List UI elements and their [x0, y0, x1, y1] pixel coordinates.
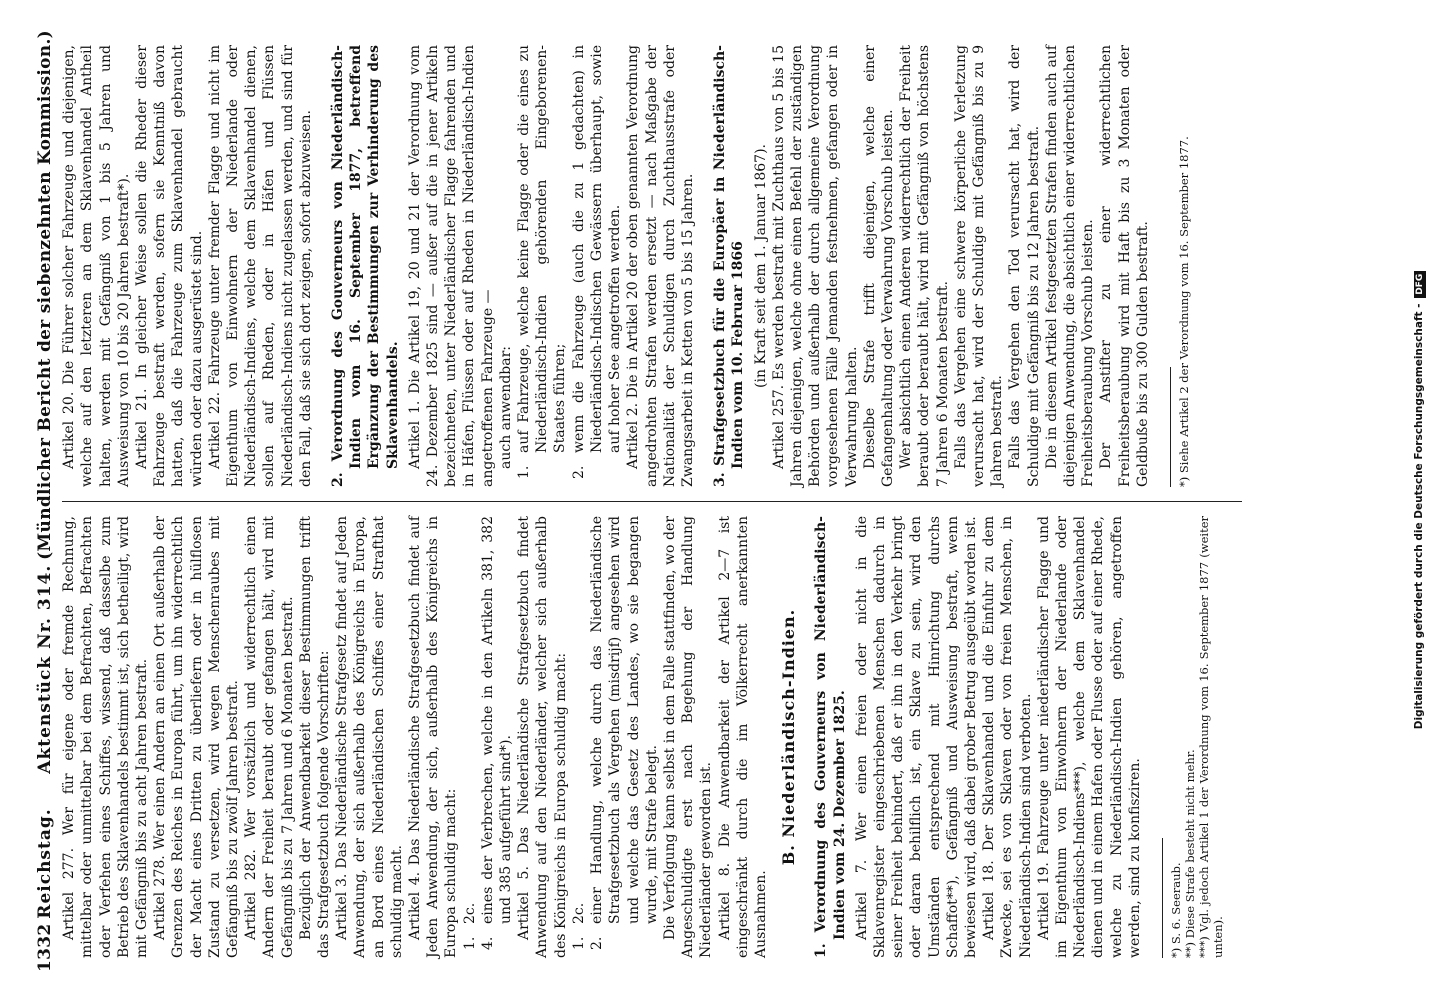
- paragraph: Artikel 278. Wer einen Andern an einen Ort außerhalb der Grenzen des Reiches in Europa führt, um ihn widerrechtlich der Macht eines Dritten zu überliefern oder in hülflosen Zustand zu versetzen, wird wegen Menschenraubes mit Gefängniß bis zu zwölf Jahren bestraft.: [152, 516, 242, 958]
- left-list-2: [570, 516, 661, 958]
- right-paragraphs-4: [770, 45, 1152, 487]
- list-item-number: 4.: [479, 936, 496, 950]
- paragraph: Artikel 5. Das Niederländische Strafgesetzbuch findet Anwendung auf den Niederländer, welcher sich außerhalb des Königreichs in Europa schuldig macht:: [516, 516, 569, 958]
- paragraph: Artikel 282. Wer vorsätzlich und widerrechtlich einen Andern der Freiheit beraubt oder gefangen hält, wird mit Gefängniß bis zu 7 Jahren und 6 Monaten bestraft.: [243, 516, 296, 958]
- paragraph: *) S. 6. Seeraub.: [1168, 862, 1183, 958]
- list-item-text: einer Handlung, welche durch das Niederländische Strafgesetzbuch als Vergehen (misdrijf) angesehen wird und welche das Gesetz des Landes, wo sie begangen wurde, mit Strafe belegt.: [589, 516, 660, 924]
- paragraph: Falls das Vergehen eine schwere körperliche Verletzung verursacht hat, wird der Schuldige mit Gefängniß bis zu 9 Jahren bestraft.: [952, 45, 1006, 487]
- left-footnotes: [1169, 516, 1225, 958]
- paragraph: Die Verfolgung kann selbst in dem Falle stattfinden, wo der Angeschuldigte erst nach Begehung der Handlung Niederländer geworden ist.: [661, 516, 715, 958]
- credit-text: Digitalisierung gefördert durch die Deutsche Forschungsgemeinschaft -: [1413, 303, 1425, 730]
- list-item-number: 2.: [589, 936, 606, 950]
- list-item: [570, 45, 625, 487]
- right-paragraphs-3: [624, 45, 697, 487]
- paragraph: Artikel 2. Die in Artikel 20 der oben genannten Verordnung angedrohten Strafen werden ersetzt — nach Maßgabe der Nationalität der Schuldigen durch Zuchthausstrafe oder Zwangsarbeit in Ketten von 5 bis 15 Jahren.: [625, 45, 696, 487]
- text-columns: [60, 30, 1350, 972]
- paragraph: Bezüglich der Anwendbarkeit dieser Bestimmungen trifft das Strafgesetzbuch folgende Vorschriften:: [297, 516, 333, 958]
- list-item: [479, 516, 515, 958]
- list-item-number: 1.: [516, 465, 533, 479]
- list-item-text: wenn die Fahrzeuge (auch die zu 1 gedachten) in Niederländisch-Indischen Gewässern überhaupt, sowie auf hoher See angetroffen werden.: [570, 45, 624, 453]
- section-b-title: B. Niederländisch-Indien.: [779, 608, 799, 866]
- paragraph: auch anwendbar:: [497, 346, 514, 469]
- left-paragraphs-2: [515, 516, 570, 958]
- list-item-number: 2.: [570, 465, 587, 479]
- section-2-title: 2. Verordnung des Gouverneurs von Niederländisch-Indien vom 16. September 1877, betreffend Ergänzung der Bestimmungen zur Verhinderung des Sklavenhandels.: [330, 45, 401, 487]
- paragraph: Artikel 20. Die Führer solcher Fahrzeuge und diejenigen, welche auf den letzteren an dem Sklavenhandel Antheil halten, werden mit Gefängniß von 1 bis 5 Jahren und Ausweisung von 10 bis 20 Jahren bestraft*).: [61, 45, 132, 487]
- header-aktenstueck: Aktenstück Nr. 314.: [35, 564, 55, 774]
- paragraph: Artikel 257. Es werden bestraft mit Zuchthaus von 5 bis 15 Jahren diejenigen, welche ohne einen Befehl der zuständigen Behörden und außerhalb der durch allgemeine Verordnung vorgesehenen Fälle Jemanden festnehmen, gefangen oder in Verwahrung halten.: [770, 45, 860, 487]
- page-header: [36, 30, 54, 972]
- left-paragraphs-4: [853, 516, 1144, 958]
- list-item-number: 1.: [570, 936, 587, 950]
- header-reichstag: Reichstag.: [35, 808, 55, 919]
- paragraph: Artikel 7. Wer einen freien oder nicht in die Sklavenregister eingeschriebenen Menschen dadurch in seiner Freiheit behindert, daß er ihn in den Verkehr bringt oder daran behilflich ist, ein Sklave zu sein, wird den Umständen entsprechend mit Hinrichtung durchs Schaffot**), Gefängniß und Ausweisung bestraft, wenn bewiesen wird, daß dabei grober Betrug ausgeübt worden ist.: [853, 516, 979, 958]
- paragraph: Artikel 22. Fahrzeuge unter fremder Flagge und nicht im Eigenthum von Einwohnern der Niederlande oder Niederländisch-Indiens, welche dem Sklavenhandel dienen, sollen auf Rheden, oder in Häfen und Flüssen Niederländisch-Indiens nicht zugelassen werden, und sind für den Fall, daß sie sich dort zeigen, sofort abzuweisen.: [206, 45, 314, 487]
- section-3-title: 3. Strafgesetzbuch für die Europäer in Niederländisch-Indien vom 10. Februar 1866: [712, 45, 747, 487]
- paragraph: Artikel 3. Das Niederländische Strafgesetz findet auf Jeden Anwendung, der sich außerhalb des Königreichs in Europa, an Bord eines Niederländischen Schiffes einer Strafthat schuldig macht.: [334, 516, 405, 958]
- paragraph: Dieselbe Strafe trifft diejenigen, welche einer Gefangenhaltung oder Verwahrung Vorschub leisten.: [861, 45, 896, 487]
- list-item: [570, 516, 588, 958]
- left-list-1: [461, 516, 516, 958]
- paragraph: Wer absichtlich einen Anderen widerrechtlich der Freiheit beraubt oder beraubt hält, wird mit Gefängniß von höchstens 7 Jahren 6 Monaten bestraft.: [898, 45, 951, 487]
- right-paragraphs: [60, 45, 315, 487]
- list-item: [461, 516, 479, 958]
- header-title: [36, 560, 54, 924]
- footnote-rule: [1170, 367, 1171, 487]
- paragraph: Falls das Vergehen den Tod verursacht hat, wird der Schuldige mit Gefängniß bis zu 12 Jahren bestraft.: [1007, 45, 1042, 487]
- paragraph: **) Diese Strafe besteht nicht mehr.: [1182, 749, 1197, 958]
- list-item: [588, 516, 661, 958]
- paragraph: Artikel 18. Der Sklavenhandel und die Einfuhr zu dem Zwecke, sei es von Sklaven oder von freien Menschen, in Niederländisch-Indien sind verboten.: [981, 516, 1034, 958]
- footnote-rule: [1162, 838, 1163, 958]
- right-footnotes: [1177, 45, 1191, 487]
- left-column: [60, 502, 1350, 972]
- paragraph: Artikel 4. Das Niederländische Strafgesetzbuch findet auf Jeden Anwendung, der sich, außerhalb des Königreichs in Europa schuldig macht:: [407, 516, 460, 958]
- right-list-1: [515, 45, 624, 487]
- paragraph: Artikel 8. Die Anwendbarkeit der Artikel 2—7 ist eingeschränkt durch die im Völkerrecht anerkannten Ausnahmen.: [716, 516, 769, 958]
- section-1-title: 1. Verordnung des Gouverneurs von Niederländisch-Indien vom 24. Dezember 1825.: [813, 516, 848, 958]
- paragraph: *) Siehe Artikel 2 der Verordnung vom 16. September 1877.: [1176, 136, 1191, 487]
- left-paragraphs-3: [661, 516, 770, 958]
- header-subtitle: (Mündlicher Bericht der siebenzehnten Kommission.): [35, 30, 55, 560]
- left-paragraphs: [60, 516, 460, 958]
- paragraph: Artikel 19. Fahrzeuge unter niederländischer Flagge und im Eigenthum von Einwohnern der Niederlande oder Niederländisch-Indiens***), welche dem Sklavenhandel dienen und in einem Hafen oder Flusse oder auf einer Rhede, welche zu Niederländisch-Indien gehören, angetroffen werden, sind zu konfisziren.: [1035, 516, 1143, 958]
- page-number: 1332: [35, 923, 55, 972]
- list-item: [515, 45, 570, 487]
- paragraph: Artikel 1. Die Artikel 19, 20 und 21 der Verordnung vom 24. Dezember 1825 sind — außer auf die in jener Artikeln bezeichneten, unter Niederländischer Flagge fahrenden und in Häfen, Flüssen oder auf Rheden in Niederländisch-Indien angetroffenen Fahrzeuge —: [406, 45, 496, 487]
- list-item-text: eines der Verbrechen, welche in den Artikeln 381, 382 und 385 aufgeführt sind*).: [479, 516, 515, 924]
- section-3-subtitle: (in Kraft seit dem 1. Januar 1867).: [752, 144, 769, 388]
- paragraph: Artikel 277. Wer für eigene oder fremde Rechnung, mittelbar oder unmittelbar bei dem Befrachten, Befrachten oder Verfehen eines Schiffes, wissend, daß dasselbe zum Betrieb des Sklavenhandels bestimmt ist, sich betheiligt, wird mit Gefängniß bis zu acht Jahren bestraft.: [61, 516, 151, 958]
- paragraph: Der Anstifter zu einer widerrechtlichen Freiheitsberaubung wird mit Haft bis zu 3 Monaten oder Geldbuße bis zu 300 Gulden bestraft.: [1098, 45, 1151, 487]
- paragraph: Die in diesem Artikel festgesetzten Strafen finden auch auf diejenigen Anwendung, die absichtlich einer widerrechtlichen Freiheitsberaubung Vorschub leisten.: [1043, 45, 1097, 487]
- right-paragraphs-2: [406, 45, 515, 487]
- digitization-credit: [1409, 40, 1429, 960]
- list-item-text: auf Fahrzeuge, welche keine Flagge oder die eines zu Niederländisch-Indien gehörenden Eingeborenen-Staates führen;: [516, 45, 569, 453]
- column-divider: [62, 501, 1242, 502]
- paragraph: ***) Vgl. jedoch Artikel 1 der Verordnung vom 16. September 1877 (weiter unten).: [1196, 516, 1225, 958]
- list-item-text: 2c.: [461, 902, 478, 924]
- paragraph: Artikel 21. In gleicher Weise sollen die Rheder dieser Fahrzeuge bestraft werden, sofern sie Kenntniß davon hatten, daß die Fahrzeuge zum Sklavenhandel gebraucht würden oder dazu ausgerüstet sind.: [134, 45, 205, 487]
- list-item-number: 1.: [461, 936, 478, 950]
- right-column: [60, 31, 1350, 501]
- dfg-badge: DFG: [1414, 271, 1426, 298]
- list-item-text: 2c.: [570, 902, 587, 924]
